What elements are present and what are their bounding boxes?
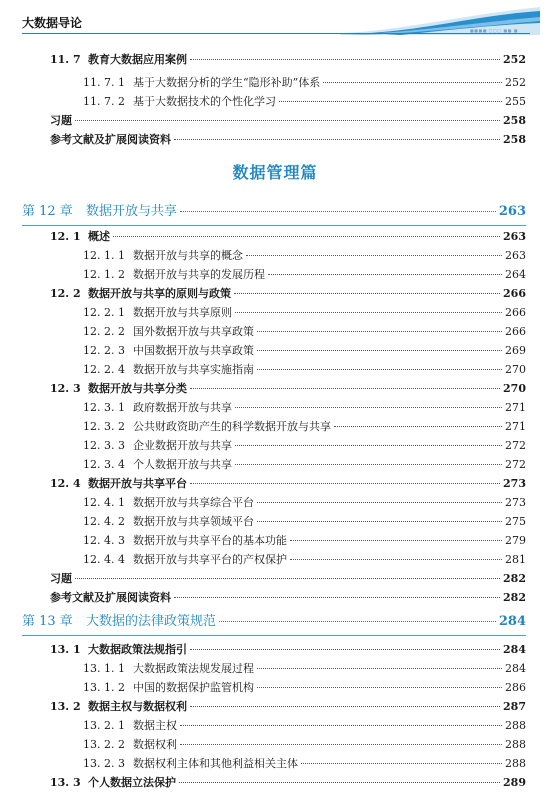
toc-page-number: 263 xyxy=(498,204,526,219)
toc-section[interactable] xyxy=(50,51,526,69)
toc-page-number: 263 xyxy=(505,249,526,262)
toc-subsection[interactable] xyxy=(83,342,526,360)
toc-title: 个人数据开放与共享 xyxy=(133,458,232,471)
toc-page-number: 252 xyxy=(505,76,526,89)
dot-leader xyxy=(235,407,502,408)
dot-leader xyxy=(190,388,500,389)
dot-leader xyxy=(268,274,502,275)
toc-subsection[interactable] xyxy=(83,456,526,474)
toc-number: 12. 2 xyxy=(50,287,81,300)
dot-leader xyxy=(234,293,500,294)
toc-number: 第 13 章 xyxy=(22,614,73,629)
toc-subsection[interactable] xyxy=(83,399,526,417)
toc-title: 参考文献及扩展阅读资料 xyxy=(50,133,171,146)
toc-page-number: 255 xyxy=(505,95,526,108)
toc-title: 政府数据开放与共享 xyxy=(133,401,232,414)
dot-leader xyxy=(180,725,502,726)
toc-title: 数据开放与共享 xyxy=(86,204,178,219)
toc-page-number: 284 xyxy=(503,643,526,656)
dot-leader xyxy=(180,744,502,745)
toc-page-number: 263 xyxy=(503,230,526,243)
toc-page-number: 289 xyxy=(503,776,526,789)
toc-section[interactable] xyxy=(50,380,526,398)
dot-leader xyxy=(301,763,502,764)
toc-number: 12. 3. 2 xyxy=(83,420,125,433)
toc-title: 数据开放与共享平台的基本功能 xyxy=(133,534,287,547)
toc-title: 概述 xyxy=(88,230,110,243)
toc-title: 数据开放与共享综合平台 xyxy=(133,496,254,509)
toc-title: 大数据政策法规指引 xyxy=(88,643,187,656)
dot-leader xyxy=(113,236,500,237)
dot-leader xyxy=(246,255,502,256)
toc-number: 13. 3 xyxy=(50,776,81,789)
toc-number: 12. 1. 2 xyxy=(83,268,125,281)
toc-number: 13. 2. 2 xyxy=(83,738,125,751)
toc-page-number: 288 xyxy=(505,719,526,732)
toc-number: 11. 7 xyxy=(50,53,81,66)
toc-page-number: 272 xyxy=(505,458,526,471)
toc-number: 13. 2 xyxy=(50,700,81,713)
toc-section[interactable] xyxy=(50,774,526,792)
part-title: 数据管理篇 xyxy=(232,163,318,182)
book-title: 大数据导论 xyxy=(22,16,83,30)
toc-number: 12. 4 xyxy=(50,477,81,490)
toc-subsection[interactable] xyxy=(83,304,526,322)
toc-page-number: 266 xyxy=(505,325,526,338)
toc-page-number: 272 xyxy=(505,439,526,452)
toc-number: 13. 2. 3 xyxy=(83,757,125,770)
chapter-rule xyxy=(22,635,526,636)
toc-title: 数据主权与数据权利 xyxy=(88,700,187,713)
toc-number: 13. 1 xyxy=(50,643,81,656)
toc-page-number: 271 xyxy=(505,420,526,433)
dot-leader xyxy=(235,312,502,313)
toc-title: 基于大数据分析的学生“隐形补助”体系 xyxy=(133,76,321,89)
toc-page-number: 282 xyxy=(503,591,526,604)
toc-chapter[interactable] xyxy=(22,610,526,632)
toc-title: 习题 xyxy=(50,114,72,127)
toc-title: 数据开放与共享平台的产权保护 xyxy=(133,553,287,566)
toc-title: 数据开放与共享分类 xyxy=(88,382,187,395)
toc-page-number: 258 xyxy=(503,114,526,127)
toc-number: 12. 2. 3 xyxy=(83,344,125,357)
toc-page-number: 266 xyxy=(503,287,526,300)
toc-section[interactable] xyxy=(50,475,526,493)
toc-section[interactable] xyxy=(50,228,526,246)
dot-leader xyxy=(219,621,496,622)
toc-page-number: 266 xyxy=(505,306,526,319)
toc-subsection[interactable] xyxy=(83,93,526,111)
toc-title: 习题 xyxy=(50,572,72,585)
toc-page-number: 288 xyxy=(505,757,526,770)
dot-leader xyxy=(179,782,500,783)
header-rule xyxy=(22,33,530,34)
toc-title: 企业数据开放与共享 xyxy=(133,439,232,452)
toc-misc[interactable] xyxy=(50,112,526,130)
toc-title: 数据开放与共享平台 xyxy=(88,477,187,490)
toc-title: 参考文献及扩展阅读资料 xyxy=(50,591,171,604)
toc-title: 数据权利 xyxy=(133,738,177,751)
toc-number: 12. 4. 1 xyxy=(83,496,125,509)
toc-page-number: 284 xyxy=(498,614,526,629)
toc-number: 第 12 章 xyxy=(22,204,73,219)
toc-page-number: 269 xyxy=(505,344,526,357)
toc-number: 12. 3. 1 xyxy=(83,401,125,414)
toc-page-number: 281 xyxy=(505,553,526,566)
toc-number: 12. 4. 3 xyxy=(83,534,125,547)
dot-leader xyxy=(323,82,502,83)
toc-title: 数据开放与共享的原则与政策 xyxy=(88,287,231,300)
toc-subsection[interactable] xyxy=(83,513,526,531)
toc-page-number: 270 xyxy=(503,382,526,395)
toc-subsection[interactable] xyxy=(83,74,526,92)
toc-page-number: 279 xyxy=(505,534,526,547)
page-header xyxy=(0,0,550,40)
dot-leader xyxy=(257,369,502,370)
toc-number: 13. 1. 2 xyxy=(83,681,125,694)
toc-number: 12. 3. 4 xyxy=(83,458,125,471)
dot-leader xyxy=(290,540,502,541)
toc-number: 12. 4. 2 xyxy=(83,515,125,528)
toc-subsection[interactable] xyxy=(83,551,526,569)
toc-title: 数据开放与共享原则 xyxy=(133,306,232,319)
toc-title: 教育大数据应用案例 xyxy=(88,53,187,66)
toc-page-number: 288 xyxy=(505,738,526,751)
toc-misc[interactable] xyxy=(50,131,526,149)
toc-page-number: 273 xyxy=(503,477,526,490)
dot-leader xyxy=(279,101,502,102)
toc-title: 数据开放与共享的概念 xyxy=(133,249,243,262)
toc-subsection[interactable] xyxy=(83,323,526,341)
toc-subsection[interactable] xyxy=(83,247,526,265)
toc-number: 12. 3 xyxy=(50,382,81,395)
toc-title: 数据开放与共享领域平台 xyxy=(133,515,254,528)
toc-title: 中国数据开放与共享政策 xyxy=(133,344,254,357)
toc-page-number: 275 xyxy=(505,515,526,528)
toc-number: 13. 2. 1 xyxy=(83,719,125,732)
toc-subsection[interactable] xyxy=(83,437,526,455)
dot-leader xyxy=(257,668,502,669)
dot-leader xyxy=(257,502,502,503)
toc-number: 12. 2. 1 xyxy=(83,306,125,319)
dot-leader xyxy=(257,350,502,351)
toc-page-number: 252 xyxy=(503,53,526,66)
toc-title: 个人数据立法保护 xyxy=(88,776,176,789)
toc-title: 国外数据开放与共享政策 xyxy=(133,325,254,338)
toc-title: 公共财政资助产生的科学数据开放与共享 xyxy=(133,420,331,433)
toc-number: 11. 7. 2 xyxy=(83,95,125,108)
toc-number: 11. 7. 1 xyxy=(83,76,125,89)
dot-leader xyxy=(257,687,502,688)
toc-number: 13. 1. 1 xyxy=(83,662,125,675)
dot-leader xyxy=(174,139,500,140)
dot-leader xyxy=(235,445,502,446)
toc-number: 12. 1. 1 xyxy=(83,249,125,262)
toc-subsection[interactable] xyxy=(83,266,526,284)
toc-title: 大数据政策法规发展过程 xyxy=(133,662,254,675)
dot-leader xyxy=(235,464,502,465)
dot-leader xyxy=(257,331,502,332)
toc-chapter[interactable] xyxy=(22,200,526,222)
toc-page-number: 282 xyxy=(503,572,526,585)
toc-page-number: 286 xyxy=(505,681,526,694)
toc-section[interactable] xyxy=(50,641,526,659)
toc-title: 大数据的法律政策规范 xyxy=(86,614,217,629)
toc-title: 基于大数据技术的个性化学习 xyxy=(133,95,276,108)
toc-number: 12. 1 xyxy=(50,230,81,243)
toc-page-number: 258 xyxy=(503,133,526,146)
dot-leader xyxy=(75,578,500,579)
toc-subsection[interactable] xyxy=(83,660,526,678)
dot-leader xyxy=(190,649,500,650)
toc-page-number: 273 xyxy=(505,496,526,509)
toc-misc[interactable] xyxy=(50,589,526,607)
toc-page-number: 270 xyxy=(505,363,526,376)
chapter-rule xyxy=(22,225,526,226)
toc-number: 12. 3. 3 xyxy=(83,439,125,452)
dot-leader xyxy=(190,706,500,707)
toc-subsection[interactable] xyxy=(83,532,526,550)
toc-section[interactable] xyxy=(50,285,526,303)
toc-title: 数据权利主体和其他利益相关主体 xyxy=(133,757,298,770)
dot-leader xyxy=(190,483,500,484)
toc-page-number: 271 xyxy=(505,401,526,414)
toc-title: 数据主权 xyxy=(133,719,177,732)
toc-page-number: 264 xyxy=(505,268,526,281)
toc-title: 数据开放与共享的发展历程 xyxy=(133,268,265,281)
toc-title: 数据开放与共享实施指南 xyxy=(133,363,254,376)
dot-leader xyxy=(257,521,502,522)
dot-leader xyxy=(180,211,496,212)
dot-leader xyxy=(174,597,500,598)
toc-title: 中国的数据保护监管机构 xyxy=(133,681,254,694)
dot-leader xyxy=(190,59,500,60)
toc-subsection[interactable] xyxy=(83,361,526,379)
dot-leader xyxy=(334,426,502,427)
toc-number: 12. 2. 2 xyxy=(83,325,125,338)
dot-leader xyxy=(290,559,502,560)
header-mini-text: ■■■■ □□□ ■■ ■ xyxy=(469,28,518,33)
toc-number: 12. 2. 4 xyxy=(83,363,125,376)
toc-subsection[interactable] xyxy=(83,717,526,735)
toc-misc[interactable] xyxy=(50,570,526,588)
toc-subsection[interactable] xyxy=(83,736,526,754)
dot-leader xyxy=(75,120,500,121)
toc-section[interactable] xyxy=(50,698,526,716)
toc-page-number: 284 xyxy=(505,662,526,675)
toc-subsection[interactable] xyxy=(83,755,526,773)
toc-subsection[interactable] xyxy=(83,679,526,697)
toc-subsection[interactable] xyxy=(83,418,526,436)
toc-subsection[interactable] xyxy=(83,494,526,512)
toc-number: 12. 4. 4 xyxy=(83,553,125,566)
toc-page-number: 287 xyxy=(503,700,526,713)
